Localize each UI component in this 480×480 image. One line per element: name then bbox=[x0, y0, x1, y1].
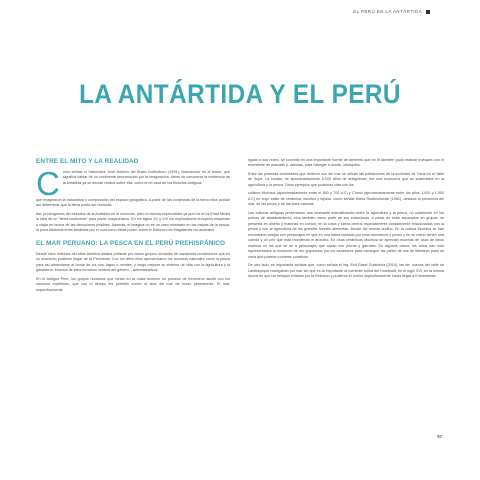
dropcap-paragraph bbox=[36, 170, 230, 198]
running-header-title: EL PERÚ EN LA ANTÁRTIDA bbox=[353, 9, 422, 14]
paragraph: Las culturas antiguas presentaron una incesante intensificación entre la agricultura y la pesca, no solamente en los pobres de abastecimiento, sino también como parte de sus estructuras, a pesar de estar separados en grupos, se presenta en diseño y materias en común; en la costa y sierra central especialmente duradamente relacionadas con la pesca y con la agricultura de los grandes fuentes alimentan. Desde del mundo andino. En la cultura Mochica se han encontrado vasijas con personajes en que en una balsa rodeada por esos monstruos y pozos y en su mano tienen una cuerda y un pez que está mordiendo el anzuelo. En otras cerámicas Mochica se aprecian escenas de caza de lobos marinos en las que se ve a personajes que cazan con porras y garrotes. En algunos casos, los lobos han sido representados al momento de ser golpeados por los cazadores para conseguir las pieles de sus de liberarse pues se creía que poseían poderes curativos. bbox=[248, 210, 444, 259]
paragraph: En el Antiguo Perú, los grupos humanos que vivían en la costa tuvieron un proceso de fenómeno ascitó con los recursos marítimos, que con el tiempo les permitió crecer al lado del mar de modo permanente. El mar, específicamente bbox=[36, 276, 230, 292]
paragraph: que imaginaron la naturaleza y composición del espacio geográfico. A partir de las conjeturas de la tierra ellos podían así determinar que la tierra podía ser redonda. bbox=[36, 198, 230, 208]
paragraph: ligado a sus redes, se convirtió en una importante fuente de alimento que en él también pudo realizar trueques con el excedente de pescado y, además, para navegar a donde, inhóspitos. bbox=[248, 158, 444, 168]
page-number: 97 bbox=[437, 434, 442, 439]
right-column bbox=[248, 158, 444, 283]
paragraph: Desde hace millones del años América estaba poblada por varios grupos nómades de cazadores-recolectores que en su momento pudieron llegar de la Península. Con los años ellos aprovecharon los recursos naturales como la pesca para así alimentarse al borde de los ríos, lagos o montes, y luego mejorar su sistema de vida con la agricultura y la ganadería. Muchos de ellos formaron centros del género – administrativos. bbox=[36, 251, 230, 273]
section-heading-myth-reality: ENTRE EL MITO Y LA REALIDAD bbox=[36, 158, 139, 165]
running-header bbox=[353, 9, 430, 14]
paragraph: omo señala el historiador José Antonio del Busto Duthurburu (1991), desconocer es al temor, que significa hablar de un continente desconocido por la imaginación. Antes de conocerse la existencia de la Antártida ya se decían relatos sobre ella, como en el caso de los filósofos antiguos bbox=[62, 170, 230, 185]
dropcap-letter: C bbox=[36, 170, 60, 198]
section-heading-peruvian-sea: EL MAR PERUANO: LA PESCA EN EL PERÚ PREHISPÁNICO bbox=[36, 239, 226, 247]
left-column bbox=[36, 158, 230, 296]
paragraph: cultivos Mochica (aproximadamente entre el 800 y 700 d.C) y Chimú (aproximadamente entre los años 1,000 y 1,500 d.C) en cuyo estilo de cerámica, escritos y tejidos, como señala María Rostworowski (1981), destaca la presencia del mar, de las peces y de las aves marinas. bbox=[248, 191, 444, 207]
square-bullet-icon bbox=[426, 10, 430, 14]
paragraph: De otro lado, es importante señalar que, como señala el Ing. Enil Gasel Guisimina (2010), las de: nuevos del valle de Lambayeque navegaban por mar sin que es la importante la corriente turina del Humboldt, en el siglo XVI, en la misma época en que los tiempos existían por la Rebusco y pudieron el rumbo específicamente hasta llegar a Entrambeda. bbox=[248, 263, 444, 278]
page-title: LA ANTÁRTIDA Y EL PERÚ bbox=[79, 79, 401, 109]
paragraph: Así, prolongamos del estudios de la Antártida no le conocían, pero la ciencia especulativa ya que los en la Edad Media la idea de un "tierra continente" para poder sospecharon. En los siglos XV y XVI los exploradores europeos empiezan a viajar en busca de las direcciones posibles. Además, el imagina no es un caso mostrado en las mapas de la época, la poca distancia entre Antártida por el cual como estás poder, sobre el Estrecho de Magallanes los australes. bbox=[36, 212, 230, 233]
paragraph: Entre las primeras sociedades que tuvieron uso del mar se ubican las poblaciones de la sociedad de Caral en el Valle de Supe. La ciudad, de aproximadamente 5,000 años de antigüedad, fue una economía que se sustentaba en la agricultura y la pesca. Otros ejemplos que podemos citar son los bbox=[248, 172, 444, 187]
